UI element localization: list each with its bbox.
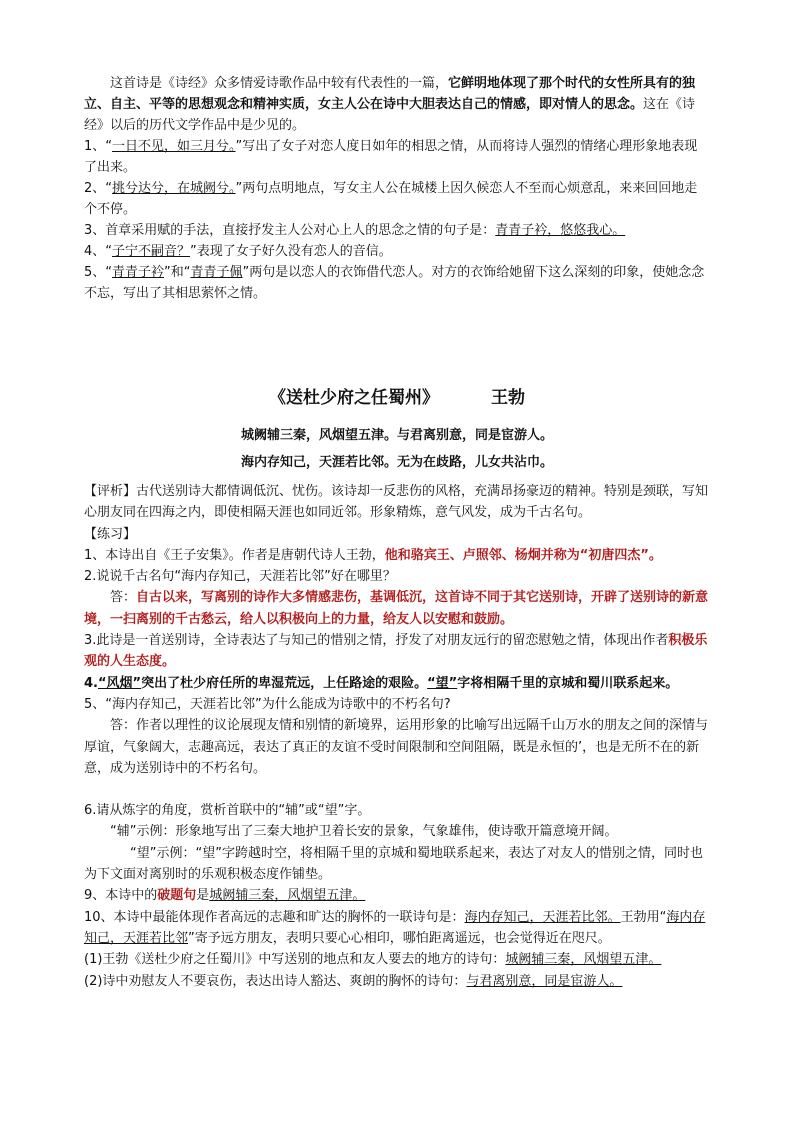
- answer-underline: 青青子佩: [190, 265, 243, 280]
- intro-paragraph: [84, 73, 710, 136]
- section-shijing: [84, 73, 710, 304]
- practice-5-question: 5、“海内存知己，天涯若比邻”为什么能成为诗歌中的不朽名句?: [84, 696, 451, 712]
- practice-4: 4.“风烟”突出了杜少府任所的卑湿荒远，上任路途的艰险。“望”字将相隔千里的京城和蜀川联系起来。: [84, 675, 679, 691]
- red-answer: 自古以来，写离别的诗作大多情感悲伤，基调低沉，这首诗不同于其它送别诗，开辟了送别诗的新意境，一扫离别的千古愁云，给人以积极向上的力量，给友人以安慰和鼓励。: [84, 590, 709, 627]
- question-5: 5、“青青子衿”和“青青子佩”两句是以恋人的衣饰借代恋人。对方的衣饰给她留下这么深刻的印象，使她念念不忘，写出了其相思萦怀之情。: [84, 265, 705, 301]
- red-answer: 破题句: [157, 888, 197, 904]
- answer-underline: 城阙辅三秦，风烟望五津。: [209, 888, 366, 904]
- intro-text: 这首诗是《诗经》众多情爱诗歌作品中较有代表性的一篇，: [110, 76, 449, 91]
- practice-10: 10、本诗中最能体现作者高远的志趣和旷达的胸怀的一联诗句是：海内存知己，天涯若比邻。王勃用“海内存知己，天涯若比邻”寄予远方朋友，表明只要心心相印，哪怕距离遥远，也会觉得近在咫尺。: [84, 909, 706, 946]
- answer-underline: 城阙辅三秦，风烟望五津。: [505, 952, 662, 968]
- sub-question-2: (2)诗中劝慰友人不要哀伤，表达出诗人豁达、爽朗的胸怀的诗句：与君离别意，同是宦游人。: [84, 973, 623, 989]
- poem-title: 《送杜少府之任蜀州》: [269, 388, 439, 408]
- answer-underline: 青青子衿: [112, 265, 165, 280]
- intro-bold-text: 它鲜明地体现了那个时代的女性所具有的独立、自主、平等的思想观念和精神实质，女主人公在诗中大胆表达自己的情感，即对情人的思念。: [84, 76, 696, 112]
- practice-1: 1、本诗出自《王子安集》。作者是唐朝代诗人王勃，他和骆宾王、卢照邻、杨炯并称为“初唐四杰”。: [84, 547, 662, 563]
- answer-underline: “望”: [427, 675, 458, 691]
- section-poem-notes: [84, 481, 710, 992]
- answer-underline: 挑兮达兮，在城阙兮。: [112, 181, 236, 196]
- answer-underline: 青青子衿，悠悠我心。: [495, 223, 626, 238]
- answer-underline: 与君离别意，同是宦游人。: [466, 973, 623, 989]
- spacer: [84, 779, 710, 800]
- practice-3: 3.此诗是一首送别诗，全诗表达了与知己的惜别之情，抒发了对朋友远行的留恋慰勉之情，体现出作者积极乐观的人生态度。: [84, 633, 708, 670]
- red-answer: 积极乐观的人生态度。: [84, 633, 708, 670]
- poem-verse-2: 海内存知己，天涯若比邻。无为在歧路，儿女共沾巾。: [240, 455, 553, 470]
- sub-question-1: (1)王勃《送杜少府之任蜀川》中写送别的地点和友人要去的地方的诗句：城阙辅三秦，风烟望五津。: [84, 952, 662, 968]
- practice-heading: 【练习】: [84, 526, 137, 542]
- question-1: 1、“一日不见，如三月兮。”写出了女子对恋人度日如年的相思之情，从而将诗人强烈的情绪心理形象地表现了出来。: [84, 139, 698, 175]
- question-2: 2、“挑兮达兮，在城阙兮。”两句点明地点，写女主人公在城楼上因久候恋人不至而心烦意乱，来来回回地走个不停。: [84, 181, 698, 217]
- practice-9: 9、本诗中的破题句是城阙辅三秦，风烟望五津。: [84, 888, 366, 904]
- poem-title-line: [0, 383, 794, 408]
- practice-6-fu: “辅”示例：形象地写出了三秦大地护卫着长安的景象，气象雄伟，使诗歌开篇意境开阔。: [110, 824, 618, 840]
- answer-underline: 海内存知己，天涯若比邻: [84, 909, 706, 946]
- poem-verse-1: 城阙辅三秦，风烟望五津。与君离别意，同是宦游人。: [240, 428, 553, 443]
- practice-2-answer: 答：自古以来，写离别的诗作大多情感悲伤，基调低沉，这首诗不同于其它送别诗，开辟了送别诗的新意境，一扫离别的千古愁云，给人以积极向上的力量，给友人以安慰和鼓励。: [84, 590, 709, 627]
- red-answer: 他和骆宾王、卢照邻、杨炯并称为“初唐四杰”。: [384, 547, 662, 563]
- answer-underline: “风烟”: [97, 675, 142, 691]
- answer-underline: 子宁不嗣音？: [112, 244, 191, 259]
- answer-underline: 一日不见，如三月兮。: [112, 139, 236, 154]
- intro-tail-text: 这在《诗经》以后的历代文学作品中是少见的。: [84, 97, 696, 133]
- answer-underline: 海内存知己，天涯若比邻。: [464, 909, 621, 925]
- practice-6-wang: “望”示例：“望”字跨越时空，将相隔千里的京城和蜀地联系起来，表达了对友人的惜别之情，同时也为下文面对离别时的乐观积极态度作铺垫。: [84, 845, 703, 883]
- practice-5-answer: 答：作者以理性的议论展现友情和别情的新境界，运用形象的比喻写出远隔千山万水的朋友之间的深情与厚谊，气象阔大，志趣高远，表达了真正的友谊不受时间限制和空间阻隔，既是永恒的’，也是无所不在的新意，成为送别诗中的不朽名句。: [84, 718, 709, 776]
- practice-6-question: 6.请从炼字的角度，赏析首联中的“辅”或“望”字。: [84, 803, 371, 819]
- review-paragraph: 【评析】古代送别诗大都情调低沉、忧伤。该诗却一反悲伤的风格，充满昂扬豪迈的精神。特别是颈联，写知心朋友同在四海之内，即使相隔天涯也如同近邻。形象精炼，意气风发，成为千古名句。: [84, 484, 709, 521]
- practice-2-question: 2.说说千古名句“海内存知己，天涯若比邻”好在哪里？: [84, 569, 396, 585]
- question-3: 3、首章采用赋的手法，直接抒发主人公对心上人的思念之情的句子是：青青子衿，悠悠我心。: [84, 223, 626, 238]
- poem-author: 王勃: [491, 388, 525, 408]
- question-4: 4、“子宁不嗣音？”表现了女子好久没有恋人的音信。: [84, 244, 392, 259]
